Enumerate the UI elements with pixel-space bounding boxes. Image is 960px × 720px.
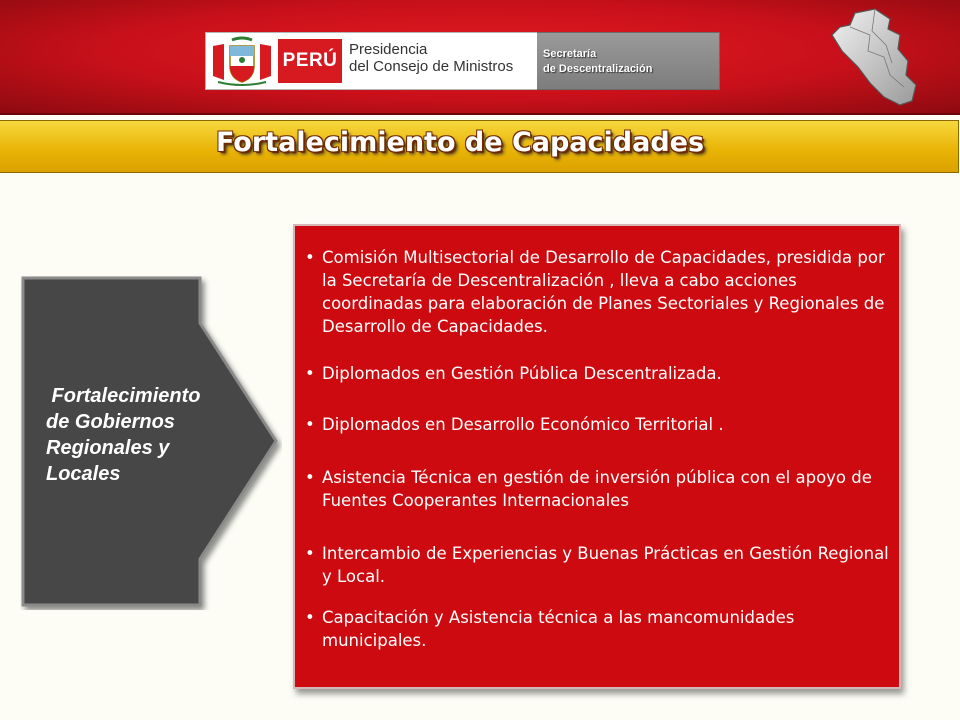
bullet-icon: • <box>305 608 315 627</box>
topic-label <box>46 383 246 487</box>
page-title: Fortalecimiento de Capacidades <box>215 127 705 158</box>
peru-label: PERÚ <box>278 39 342 83</box>
bullet-icon: • <box>305 415 315 434</box>
list-item <box>303 246 891 338</box>
list-item <box>303 362 891 385</box>
list-item-text: Diplomados en Desarrollo Económico Territorial . <box>322 415 724 434</box>
header-banner <box>0 0 960 115</box>
institution-name <box>349 41 534 75</box>
institution-logo <box>205 32 539 90</box>
topic-line-2: de Gobiernos <box>46 411 175 433</box>
peru-map-icon <box>820 5 930 110</box>
secretariat-box <box>537 32 720 90</box>
list-item <box>303 606 891 652</box>
list-item-text: Comisión Multisectorial de Desarrollo de Capacidades, presidida por la Secretaría de Descentralización , lleva a cabo acciones coordinadas para elaboración de Planes Sectoriales y Regionales de Desarrollo de Capacidades. <box>322 248 885 336</box>
institution-line-1: Presidencia <box>349 41 428 58</box>
list-item-text: Intercambio de Experiencias y Buenas Prácticas en Gestión Regional y Local. <box>322 544 889 586</box>
coat-of-arms-icon <box>210 36 274 86</box>
title-bar <box>0 120 959 173</box>
institution-line-2: del Consejo de Ministros <box>349 58 514 75</box>
list-item-text: Capacitación y Asistencia técnica a las mancomunidades municipales. <box>322 608 795 650</box>
bullet-icon: • <box>305 364 315 383</box>
secretariat-name <box>543 47 652 77</box>
content-panel <box>293 224 901 689</box>
list-item <box>303 542 891 588</box>
secretariat-line-2: de Descentralización <box>543 63 653 75</box>
bullet-icon: • <box>305 248 315 267</box>
topic-line-4: Locales <box>46 463 121 485</box>
bullet-icon: • <box>305 468 315 487</box>
topic-line-3: Regionales y <box>46 437 170 459</box>
secretariat-line-1: Secretaría <box>543 48 597 60</box>
topic-line-1: Fortalecimiento <box>46 385 201 407</box>
list-item-text: Diplomados en Gestión Pública Descentralizada. <box>322 364 722 383</box>
list-item <box>303 413 891 436</box>
list-item <box>303 466 891 512</box>
bullet-icon: • <box>305 544 315 563</box>
list-item-text: Asistencia Técnica en gestión de inversión pública con el apoyo de Fuentes Cooperantes Internacionales <box>322 468 872 510</box>
